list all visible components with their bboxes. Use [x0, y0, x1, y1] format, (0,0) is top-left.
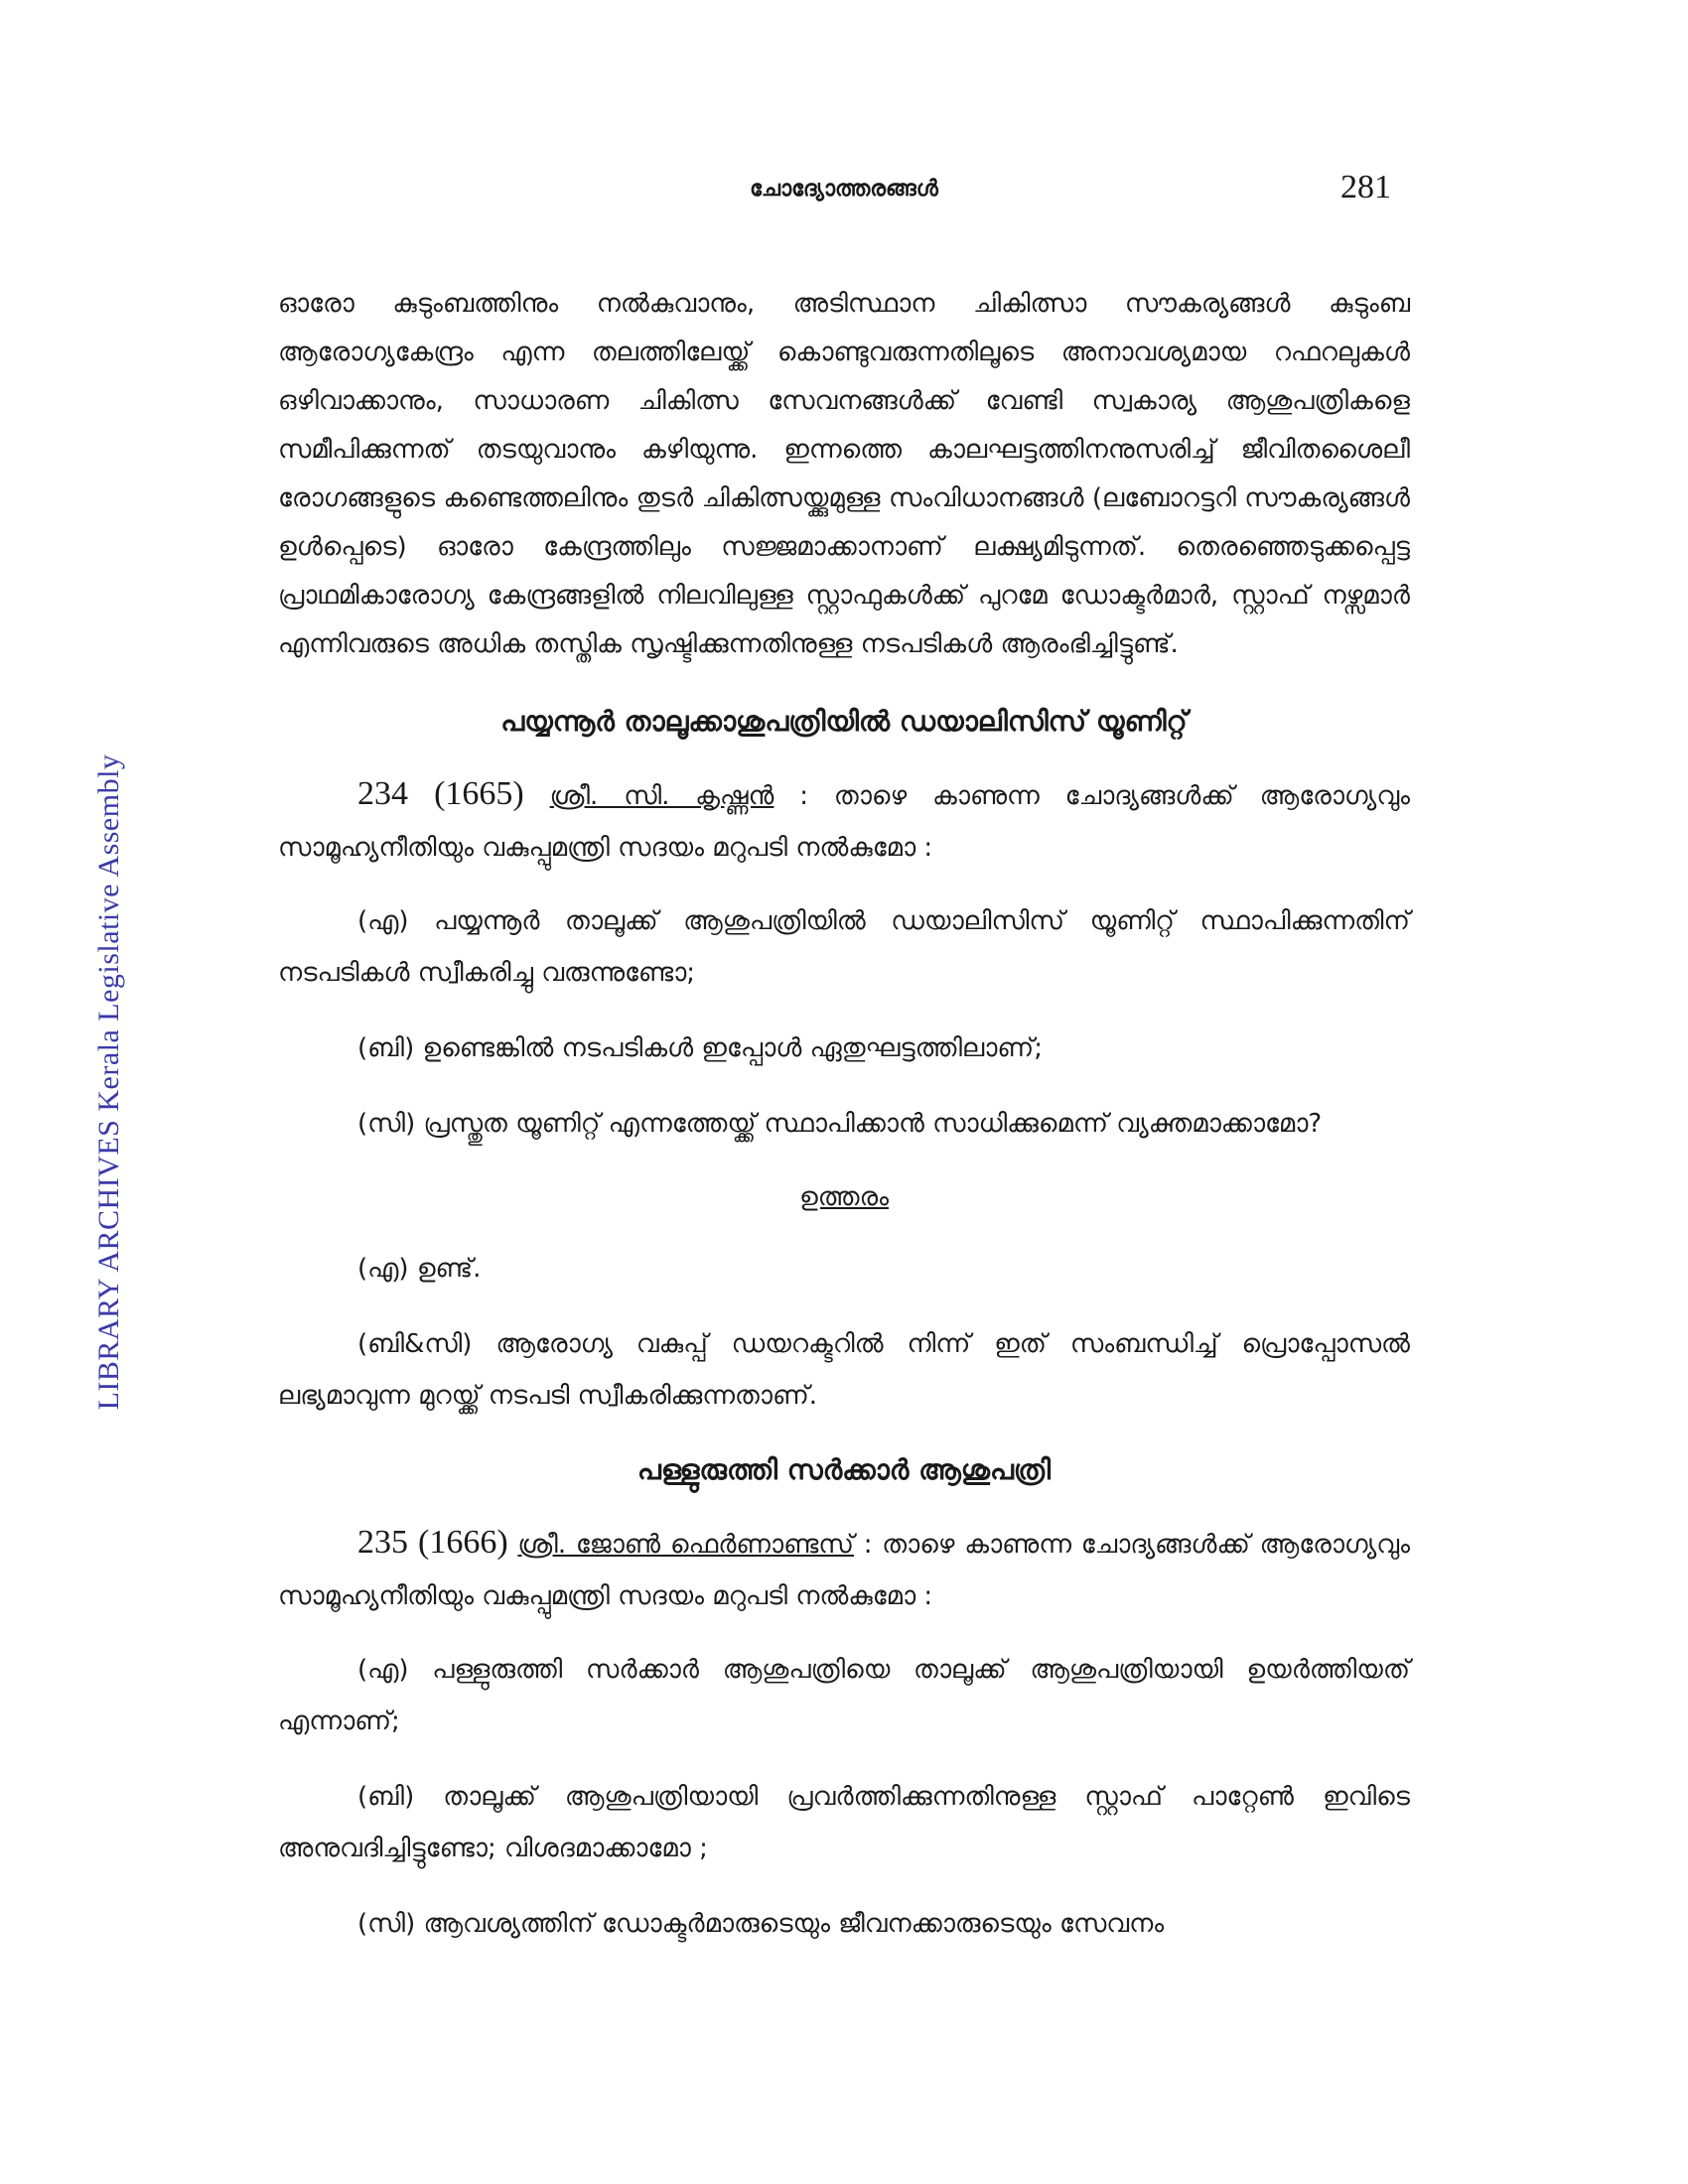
- member-name: ശ്രീ. സി. കൃഷ്ണൻ: [549, 781, 774, 811]
- page-body: [278, 280, 1410, 1974]
- question-item-c: (സി) ആവശ്യത്തിന് ഡോക്ടർമാരുടെയും ജീവനക്കാരുടെയും സേവനം: [357, 1909, 1165, 1939]
- question-item-b: (ബി) താലൂക്ക് ആശുപത്രിയായി പ്രവർത്തിക്കുന്നതിനുള്ള സ്റ്റാഫ് പാറ്റേൺ ഇവിടെ അനുവദിച്ചിട്ടുണ്ടോ; വിശദമാക്കാമോ ;: [278, 1782, 1410, 1863]
- answer-item-bc: (ബി&സി) ആരോഗ്യ വകുപ്പ് ഡയറക്ടറിൽ നിന്ന് ഇത് സംബന്ധിച്ച് പ്രൊപ്പോസൽ ലഭ്യമാവുന്ന മുറയ്ക്ക് നടപടി സ്വീകരിക്കുന്നതാണ്.: [278, 1329, 1410, 1411]
- section-heading-payyannur: പയ്യന്നൂർ താലൂക്കാശുപത്രിയിൽ ഡയാലിസിസ് യൂണിറ്റ്: [500, 705, 1188, 738]
- question-item-b: (ബി) ഉണ്ടെങ്കിൽ നടപടികൾ ഇപ്പോൾ ഏതുഘട്ടത്തിലാണ്;: [357, 1033, 1044, 1063]
- answer-heading: ഉത്തരം: [799, 1182, 889, 1212]
- answer-item-a: (എ) ഉണ്ട്.: [357, 1254, 482, 1284]
- question-number: 234 (1665): [357, 775, 524, 812]
- question-intro-235: [278, 1517, 1410, 1622]
- section-heading-palluruthy: പള്ളുരുത്തി സർക്കാർ ആശുപത്രി: [636, 1453, 1052, 1486]
- question-text: : താഴെ കാണുന്ന ചോദ്യങ്ങൾക്ക് ആരോഗ്യവും സാമൂഹ്യനീതിയും വകുപ്പുമന്ത്രി സദയം മറുപടി നൽകുമോ :: [278, 1530, 1411, 1611]
- intro-paragraph: ഓരോ കുടുംബത്തിനും നൽകുവാനും, അടിസ്ഥാന ചികിത്സാ സൗകര്യങ്ങൾ കുടുംബ ആരോഗ്യകേന്ദ്രം എന്ന തലത്തിലേയ്ക്ക് കൊണ്ടുവരുന്നതിലൂടെ അനാവശ്യമായ റഫറലുകൾ ഒഴിവാക്കാനും, സാധാരണ ചികിത്സ സേവനങ്ങൾക്ക് വേണ്ടി സ്വകാര്യ ആശുപത്രികളെ സമീപിക്കുന്നത് തടയുവാനും കഴിയുന്നു. ഇന്നത്തെ കാലഘട്ടത്തിനനുസരിച്ച് ജീവിതശൈലീ രോഗങ്ങളുടെ കണ്ടെത്തലിനും തുടർ ചികിത്സയ്ക്കുമുള്ള സംവിധാനങ്ങൾ (ലബോറട്ടറി സൗകര്യങ്ങൾ ഉൾപ്പെടെ) ഓരോ കേന്ദ്രത്തിലും സജ്ജമാക്കാനാണ് ലക്ഷ്യമിടുന്നത്. തെരഞ്ഞെടുക്കപ്പെട്ട പ്രാഥമികാരോഗ്യ കേന്ദ്രങ്ങളിൽ നിലവിലുള്ള സ്റ്റാഫുകൾക്ക് പുറമേ ഡോക്ടർമാർ, സ്റ്റാഫ് നഴ്സമാർ എന്നിവരുടെ അധിക തസ്തിക സൃഷ്ടിക്കുന്നതിനുള്ള നടപടികൾ ആരംഭിച്ചിട്ടുണ്ട്.: [278, 289, 1410, 659]
- question-item-a: (എ) പയ്യന്നൂർ താലൂക്ക് ആശുപത്രിയിൽ ഡയാലിസിസ് യൂണിറ്റ് സ്ഥാപിക്കുന്നതിന് നടപടികൾ സ്വീകരിച്ചു വരുന്നുണ്ടോ;: [278, 906, 1410, 988]
- question-item-a: (എ) പള്ളുരുത്തി സർക്കാർ ആശുപത്രിയെ താലൂക്ക് ആശുപത്രിയായി ഉയർത്തിയത് എന്നാണ്;: [278, 1655, 1410, 1736]
- member-name: ശ്രീ. ജോൺ ഫെർണാണ്ടസ്: [517, 1530, 854, 1560]
- page-number: 281: [1340, 169, 1391, 205]
- question-item-c: (സി) പ്രസ്തുത യൂണിറ്റ് എന്നത്തേയ്ക്ക് സ്ഥാപിക്കാൻ സാധിക്കുമെന്ന് വ്യക്തമാക്കാമോ?: [357, 1109, 1323, 1139]
- question-text: : താഴെ കാണുന്ന ചോദ്യങ്ങൾക്ക് ആരോഗ്യവും സാമൂഹ്യനീതിയും വകുപ്പുമന്ത്രി സദയം മറുപടി നൽകുമോ :: [278, 781, 1411, 863]
- question-number: 235 (1666): [357, 1524, 508, 1561]
- archive-watermark: LIBRARY ARCHIVES Kerala Legislative Assembly: [92, 753, 125, 1411]
- running-head: ചോദ്യോത്തരങ്ങൾ: [750, 177, 938, 202]
- question-intro-234: [278, 768, 1410, 874]
